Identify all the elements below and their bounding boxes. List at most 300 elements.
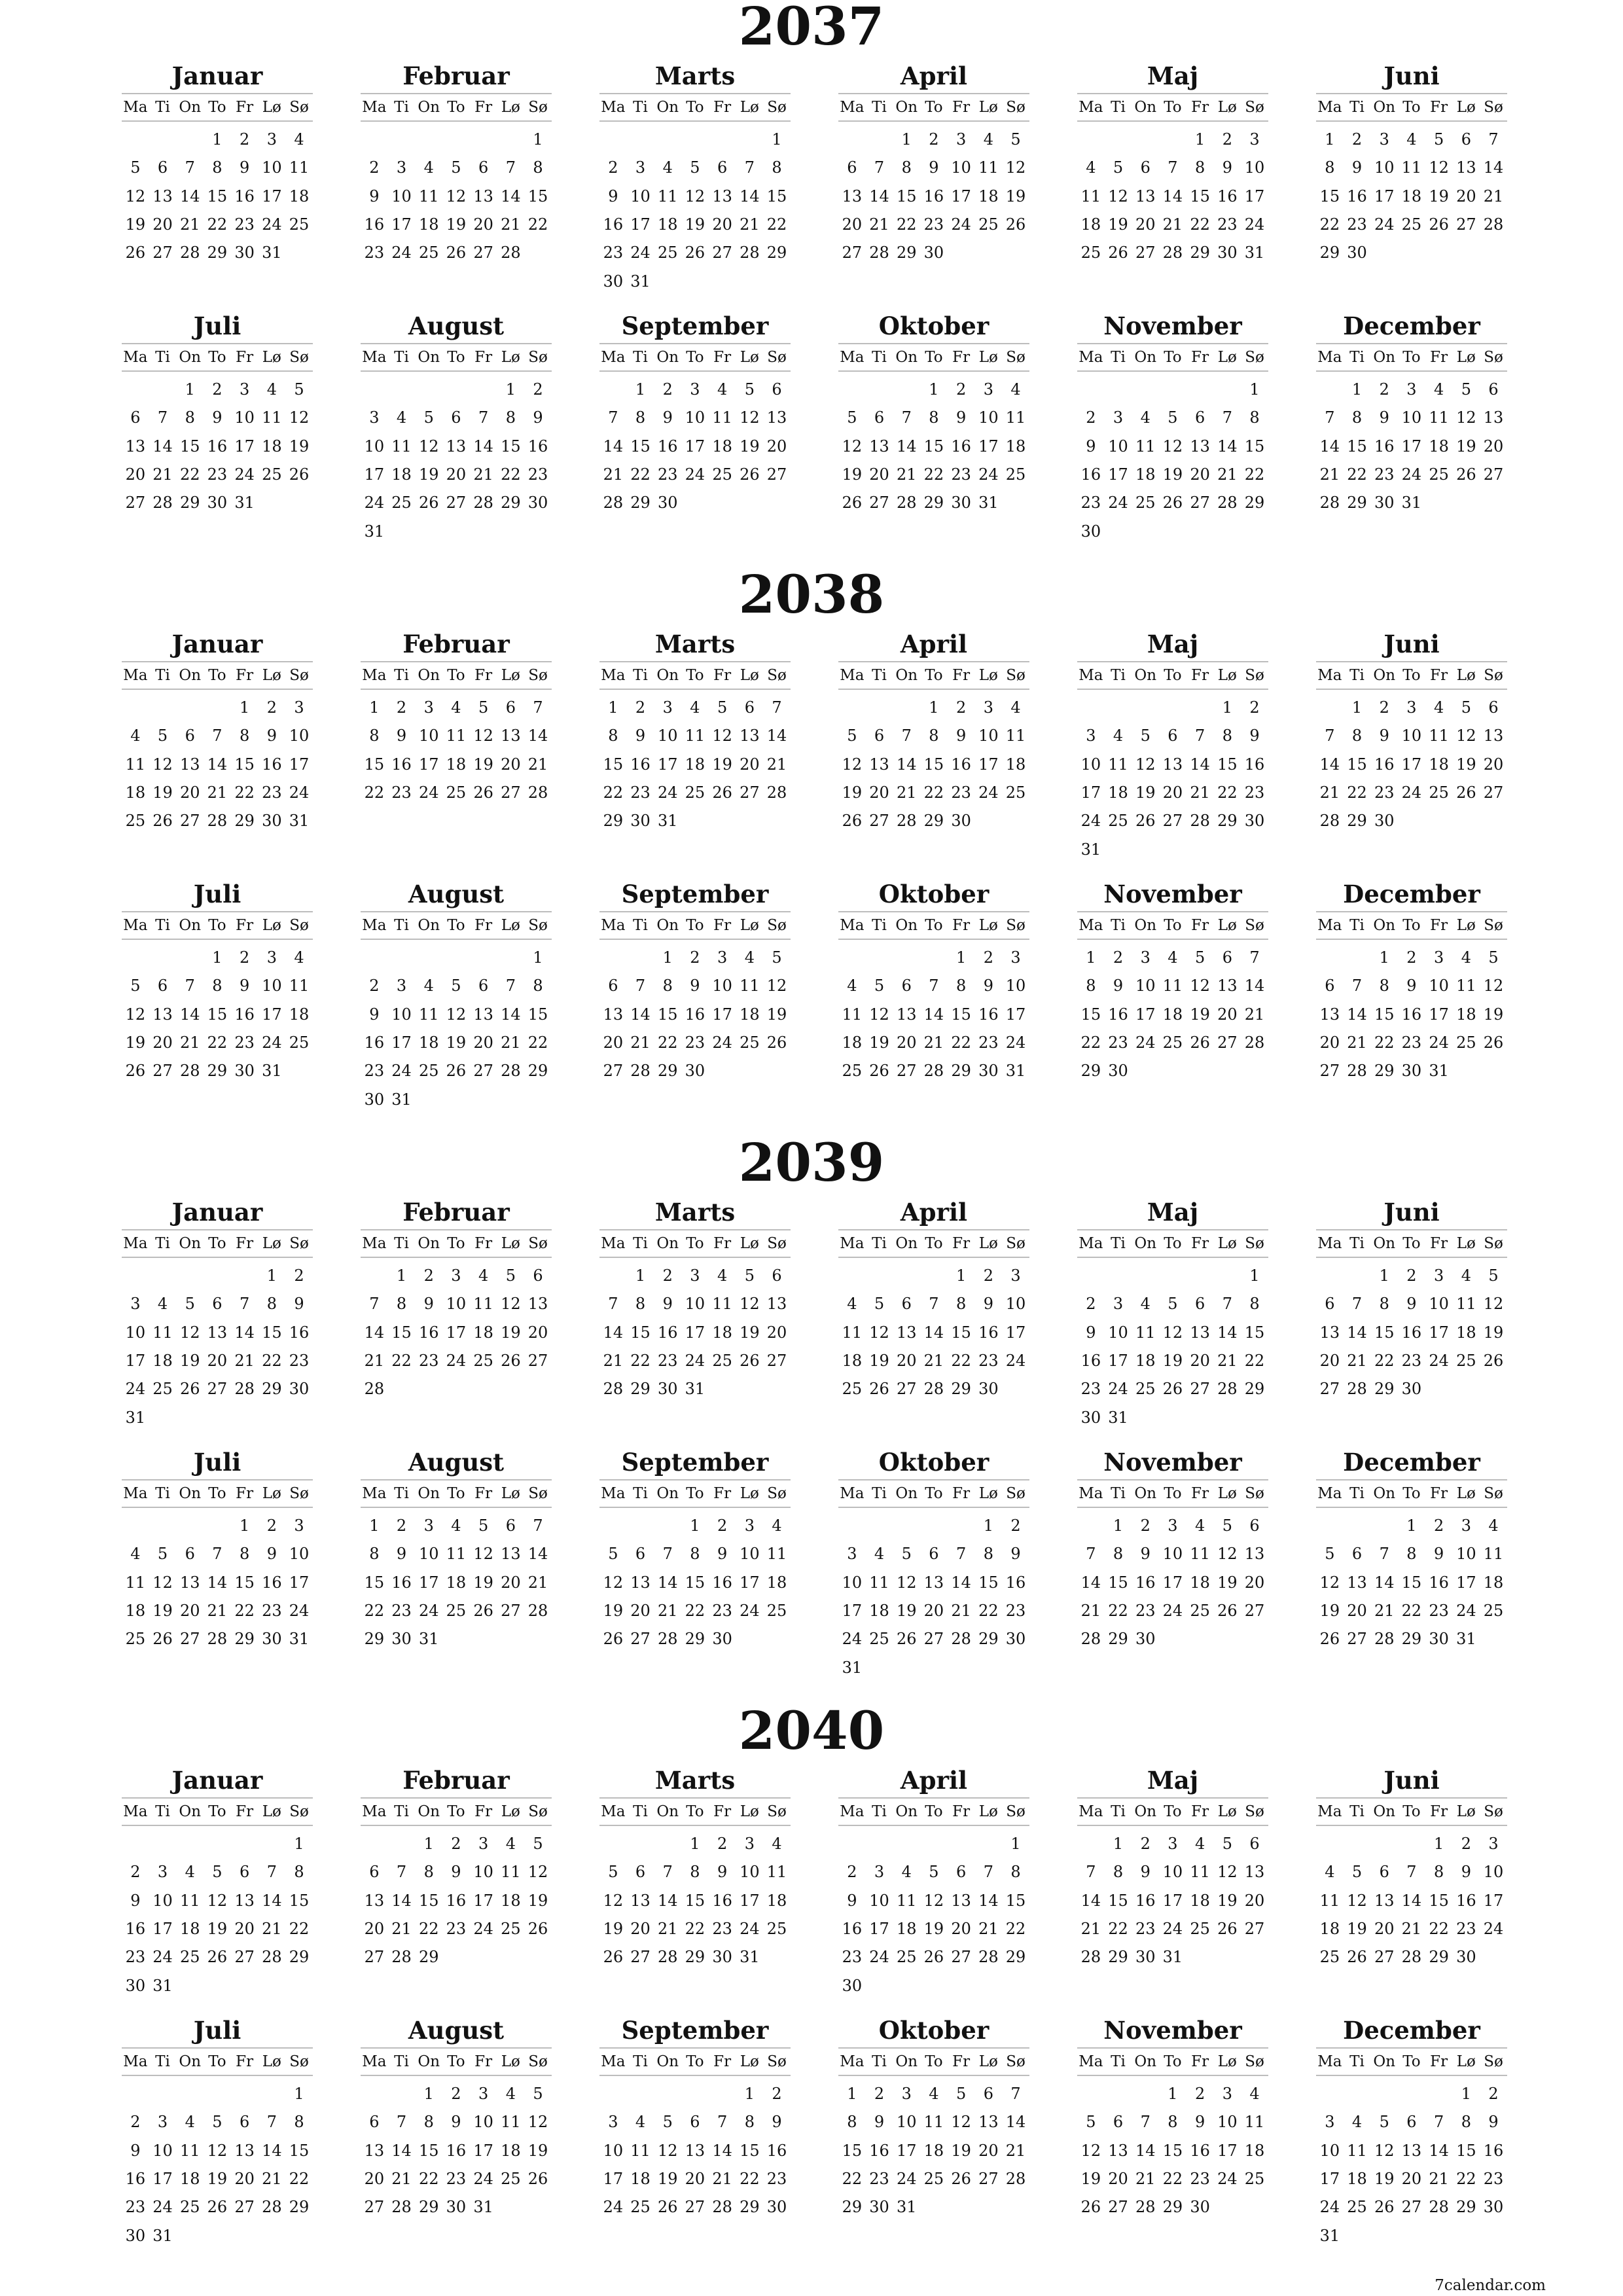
weekday-label: Ti xyxy=(1349,1803,1364,1820)
day-cell: 27 xyxy=(766,465,787,484)
weekday-label: Ma xyxy=(1317,1485,1342,1502)
weekday-label: Ti xyxy=(394,99,409,116)
day-cell: 17 xyxy=(896,2141,917,2160)
day-cell: 25 xyxy=(473,1351,493,1370)
day-cell: 14 xyxy=(527,1545,548,1564)
day-cell: 10 xyxy=(262,977,282,996)
day-cell: 17 xyxy=(391,1033,412,1052)
weekday-header xyxy=(1316,93,1507,122)
weekday-label: Lø xyxy=(1456,667,1476,684)
day-cell: 29 xyxy=(1005,1948,1026,1967)
weekday-label: Sø xyxy=(289,349,309,366)
day-cell: 17 xyxy=(391,215,412,234)
day-cell: 28 xyxy=(1005,2169,1026,2188)
day-cell: 18 xyxy=(418,215,439,234)
weekday-label: Lø xyxy=(978,349,998,366)
weekday-label: Sø xyxy=(1006,1803,1026,1820)
day-cell: 12 xyxy=(685,187,705,206)
day-cell: 29 xyxy=(896,243,917,262)
day-cell: 29 xyxy=(1108,1948,1128,1967)
day-cell: 30 xyxy=(951,493,971,512)
day-cell: 14 xyxy=(923,1323,944,1342)
day-cell: 13 xyxy=(896,1323,917,1342)
day-cell: 6 xyxy=(1222,948,1232,967)
weekday-label: Ti xyxy=(633,99,648,116)
day-cell: 17 xyxy=(1319,2169,1340,2188)
day-cell: 25 xyxy=(125,1630,146,1649)
day-cell: 3 xyxy=(1434,1266,1444,1285)
day-cell: 15 xyxy=(234,755,255,774)
weekday-label: To xyxy=(686,1235,704,1252)
weekday-label: On xyxy=(179,1485,202,1502)
day-cell: 16 xyxy=(842,1919,863,1938)
day-cell: 2 xyxy=(956,698,967,717)
weekday-label: Fr xyxy=(1191,1235,1209,1252)
day-cell: 26 xyxy=(951,2169,971,2188)
weekday-header xyxy=(1316,1479,1507,1508)
day-cell: 21 xyxy=(391,2169,412,2188)
month-name: Juni xyxy=(1383,1766,1440,1795)
weekday-header xyxy=(122,2047,313,2076)
day-cell: 9 xyxy=(929,158,939,177)
day-cell: 15 xyxy=(1456,2141,1476,2160)
day-cell: 7 xyxy=(929,977,939,996)
weekday-header xyxy=(838,93,1029,122)
day-cell: 25 xyxy=(446,1601,467,1620)
day-cell: 4 xyxy=(505,2085,516,2103)
day-cell: 21 xyxy=(896,465,917,484)
day-cell: 20 xyxy=(712,215,732,234)
day-cell: 12 xyxy=(418,437,439,456)
weekday-label: Fr xyxy=(236,2053,254,2070)
weekday-label: To xyxy=(208,667,226,684)
day-cell: 24 xyxy=(1005,1033,1026,1052)
day-cell: 6 xyxy=(478,977,489,996)
month-name: Oktober xyxy=(878,2016,990,2045)
day-cell: 8 xyxy=(1222,726,1232,745)
day-cell: 21 xyxy=(262,2169,282,2188)
day-cell: 17 xyxy=(1162,1891,1183,1910)
day-cell: 14 xyxy=(364,1323,385,1342)
weekday-label: Lø xyxy=(501,99,520,116)
day-cell: 22 xyxy=(527,1033,548,1052)
day-cell: 10 xyxy=(978,726,999,745)
day-cell: 24 xyxy=(1374,215,1395,234)
weekday-label: Fr xyxy=(1191,349,1209,366)
day-cell: 18 xyxy=(289,187,310,206)
day-cell: 3 xyxy=(1222,2085,1232,2103)
day-cell: 7 xyxy=(1010,2085,1021,2103)
day-cell: 9 xyxy=(1488,2113,1499,2132)
day-cell: 6 xyxy=(1113,2113,1124,2132)
weekday-label: Lø xyxy=(740,917,759,934)
day-cell: 2 xyxy=(1488,2085,1499,2103)
day-cell: 30 xyxy=(1374,812,1395,831)
weekday-label: To xyxy=(1164,1235,1182,1252)
day-cell: 26 xyxy=(446,243,467,262)
weekday-label: Ti xyxy=(872,349,887,366)
day-cell: 2 xyxy=(608,158,618,177)
weekday-label: Lø xyxy=(1217,667,1237,684)
weekday-label: Fr xyxy=(1430,349,1448,366)
day-cell: 21 xyxy=(1319,465,1340,484)
weekday-label: Ti xyxy=(1111,349,1126,366)
day-cell: 22 xyxy=(603,783,624,802)
day-cell: 13 xyxy=(1319,1005,1340,1024)
day-cell: 22 xyxy=(418,2169,439,2188)
day-cell: 14 xyxy=(657,1891,678,1910)
day-cell: 15 xyxy=(1162,2141,1183,2160)
weekday-label: On xyxy=(179,917,202,934)
day-cell: 11 xyxy=(766,1545,787,1564)
day-cell: 24 xyxy=(1429,1351,1449,1370)
weekday-label: Lø xyxy=(740,1803,759,1820)
day-cell: 17 xyxy=(1429,1323,1449,1342)
day-cell: 17 xyxy=(685,437,705,456)
day-cell: 3 xyxy=(266,130,277,149)
day-cell: 24 xyxy=(1429,1033,1449,1052)
day-cell: 29 xyxy=(1190,243,1210,262)
day-cell: 15 xyxy=(1244,1323,1265,1342)
day-cell: 25 xyxy=(1135,493,1156,512)
day-cell: 27 xyxy=(1483,465,1504,484)
day-cell: 18 xyxy=(501,1891,521,1910)
day-cell: 25 xyxy=(125,812,146,831)
day-cell: 30 xyxy=(657,493,678,512)
day-cell: 22 xyxy=(766,215,787,234)
day-cell: 7 xyxy=(1222,408,1232,427)
day-cell: 22 xyxy=(527,215,548,234)
day-cell: 26 xyxy=(1483,1351,1504,1370)
day-cell: 19 xyxy=(418,465,439,484)
day-cell: 25 xyxy=(1244,2169,1265,2188)
day-cell: 1 xyxy=(847,2085,857,2103)
day-cell: 4 xyxy=(1461,948,1471,967)
day-cell: 13 xyxy=(842,187,863,206)
day-cell: 26 xyxy=(1429,215,1449,234)
day-cell: 17 xyxy=(1401,755,1422,774)
weekday-header xyxy=(122,1797,313,1826)
weekday-label: On xyxy=(656,349,679,366)
day-cell: 12 xyxy=(207,1891,228,1910)
day-cell: 11 xyxy=(1190,1863,1210,1882)
weekday-label: Sø xyxy=(767,1235,787,1252)
day-cell: 7 xyxy=(608,408,618,427)
weekday-header xyxy=(361,911,552,940)
day-cell: 4 xyxy=(396,408,407,427)
month-name: Oktober xyxy=(878,312,990,340)
day-cell: 25 xyxy=(1429,465,1449,484)
day-cell: 8 xyxy=(369,726,380,745)
day-cell: 29 xyxy=(289,1948,310,1967)
weekday-label: Ma xyxy=(1079,667,1103,684)
day-cell: 12 xyxy=(1005,158,1026,177)
day-cell: 19 xyxy=(1429,187,1449,206)
weekday-label: Fr xyxy=(1191,667,1209,684)
weekday-label: Sø xyxy=(528,1485,548,1502)
day-cell: 26 xyxy=(1162,1380,1183,1399)
day-cell: 19 xyxy=(527,1891,548,1910)
day-cell: 28 xyxy=(657,1948,678,1967)
day-cell: 7 xyxy=(478,408,489,427)
day-cell: 30 xyxy=(125,2226,146,2245)
day-cell: 4 xyxy=(847,977,857,996)
weekday-label: Ma xyxy=(1317,667,1342,684)
day-cell: 8 xyxy=(956,977,967,996)
day-cell: 3 xyxy=(1434,948,1444,967)
day-cell: 20 xyxy=(685,2169,705,2188)
day-cell: 11 xyxy=(473,1295,493,1314)
month-name: September xyxy=(621,1448,769,1477)
day-cell: 17 xyxy=(473,1891,493,1910)
weekday-label: To xyxy=(1164,917,1182,934)
day-cell: 12 xyxy=(289,408,310,427)
day-cell: 19 xyxy=(152,783,173,802)
day-cell: 7 xyxy=(266,1863,277,1882)
day-cell: 18 xyxy=(1162,1005,1183,1024)
day-cell: 6 xyxy=(874,726,885,745)
day-cell: 1 xyxy=(423,1835,434,1853)
day-cell: 20 xyxy=(1162,783,1183,802)
day-cell: 23 xyxy=(1080,493,1101,512)
day-cell: 12 xyxy=(1319,1573,1340,1592)
day-cell: 19 xyxy=(869,1351,889,1370)
weekday-label: Fr xyxy=(1430,1803,1448,1820)
day-cell: 20 xyxy=(527,1323,548,1342)
day-cell: 15 xyxy=(896,187,917,206)
weekday-header xyxy=(361,1479,552,1508)
day-cell: 22 xyxy=(1162,2169,1183,2188)
day-cell: 16 xyxy=(1244,755,1265,774)
day-cell: 7 xyxy=(744,158,755,177)
weekday-label: To xyxy=(1164,349,1182,366)
weekday-label: To xyxy=(447,1235,465,1252)
weekday-header xyxy=(838,911,1029,940)
day-cell: 27 xyxy=(978,2169,999,2188)
day-cell: 28 xyxy=(869,243,889,262)
weekday-label: Lø xyxy=(740,2053,759,2070)
day-cell: 10 xyxy=(1244,158,1265,177)
weekday-label: Sø xyxy=(1484,2053,1503,2070)
day-cell: 22 xyxy=(262,1351,282,1370)
day-cell: 21 xyxy=(364,1351,385,1370)
day-cell: 5 xyxy=(1113,158,1124,177)
day-cell: 25 xyxy=(391,493,412,512)
day-cell: 13 xyxy=(473,187,493,206)
weekday-header xyxy=(599,2047,791,2076)
day-cell: 15 xyxy=(630,437,651,456)
day-cell: 13 xyxy=(152,187,173,206)
month-name: Februar xyxy=(402,1198,510,1227)
day-cell: 21 xyxy=(657,1919,678,1938)
day-cell: 20 xyxy=(207,1351,228,1370)
day-cell: 22 xyxy=(501,465,521,484)
weekday-label: On xyxy=(1134,2053,1157,2070)
day-cell: 7 xyxy=(662,1863,673,1882)
day-cell: 5 xyxy=(1461,698,1471,717)
day-cell: 16 xyxy=(1429,1573,1449,1592)
day-cell: 27 xyxy=(179,1630,200,1649)
weekday-label: Ma xyxy=(362,99,387,116)
day-cell: 7 xyxy=(533,698,543,717)
day-cell: 22 xyxy=(207,1033,228,1052)
day-cell: 4 xyxy=(1010,698,1021,717)
day-cell: 21 xyxy=(951,1601,971,1620)
day-cell: 7 xyxy=(212,726,223,745)
day-cell: 27 xyxy=(207,1380,228,1399)
day-cell: 10 xyxy=(418,726,439,745)
weekday-label: Lø xyxy=(740,349,759,366)
day-cell: 20 xyxy=(923,1601,944,1620)
weekday-label: Ma xyxy=(601,917,626,934)
day-cell: 21 xyxy=(923,1033,944,1052)
day-cell: 18 xyxy=(1108,783,1128,802)
day-cell: 25 xyxy=(1429,783,1449,802)
day-cell: 19 xyxy=(152,1601,173,1620)
day-cell: 8 xyxy=(1010,1863,1021,1882)
weekday-label: Ti xyxy=(155,1235,170,1252)
weekday-label: Ti xyxy=(394,2053,409,2070)
weekday-label: Lø xyxy=(978,2053,998,2070)
day-cell: 15 xyxy=(923,755,944,774)
day-cell: 11 xyxy=(289,977,310,996)
day-cell: 25 xyxy=(842,1380,863,1399)
day-cell: 5 xyxy=(874,977,885,996)
day-cell: 28 xyxy=(1401,1948,1422,1967)
day-cell: 19 xyxy=(603,1601,624,1620)
day-cell: 29 xyxy=(657,1062,678,1081)
day-cell: 5 xyxy=(1168,408,1178,427)
day-cell: 13 xyxy=(1401,2141,1422,2160)
weekday-header xyxy=(122,661,313,690)
day-cell: 19 xyxy=(1374,2169,1395,2188)
weekday-label: Ti xyxy=(872,1803,887,1820)
day-cell: 28 xyxy=(712,2198,732,2217)
day-cell: 28 xyxy=(1244,1033,1265,1052)
weekday-label: Sø xyxy=(1245,1803,1264,1820)
day-cell: 9 xyxy=(1461,1863,1471,1882)
day-cell: 26 xyxy=(207,1948,228,1967)
day-cell: 14 xyxy=(1217,1323,1238,1342)
day-cell: 8 xyxy=(185,408,195,427)
weekday-label: Ma xyxy=(1079,99,1103,116)
weekday-label: Ti xyxy=(155,349,170,366)
day-cell: 12 xyxy=(657,2141,678,2160)
day-cell: 13 xyxy=(896,1005,917,1024)
day-cell: 10 xyxy=(289,726,310,745)
day-cell: 3 xyxy=(1113,408,1124,427)
day-cell: 27 xyxy=(1319,1062,1340,1081)
month-name: Juni xyxy=(1383,630,1440,658)
day-cell: 30 xyxy=(207,493,228,512)
weekday-label: Lø xyxy=(262,1803,281,1820)
month-name: Juli xyxy=(193,2016,241,2045)
day-cell: 29 xyxy=(418,1948,439,1967)
weekday-label: Ma xyxy=(601,1803,626,1820)
day-cell: 11 xyxy=(1108,755,1128,774)
day-cell: 2 xyxy=(1434,1516,1444,1535)
day-cell: 21 xyxy=(630,1033,651,1052)
weekday-label: Fr xyxy=(474,1235,493,1252)
day-cell: 9 xyxy=(1406,1295,1417,1314)
weekday-label: Sø xyxy=(1484,1485,1503,1502)
day-cell: 25 xyxy=(1135,1380,1156,1399)
day-cell: 4 xyxy=(451,698,461,717)
weekday-label: On xyxy=(895,667,918,684)
day-cell: 9 xyxy=(451,1863,461,1882)
day-cell: 28 xyxy=(657,1630,678,1649)
weekday-label: Ma xyxy=(840,667,865,684)
weekday-label: Lø xyxy=(1217,99,1237,116)
day-cell: 27 xyxy=(1190,1380,1210,1399)
weekday-label: Sø xyxy=(1484,1803,1503,1820)
weekday-label: Ti xyxy=(1349,917,1364,934)
day-cell: 27 xyxy=(364,2198,385,2217)
day-cell: 24 xyxy=(1456,1601,1476,1620)
day-cell: 5 xyxy=(157,1545,168,1564)
day-cell: 1 xyxy=(1351,698,1363,717)
weekday-label: Ma xyxy=(123,349,148,366)
weekday-label: Fr xyxy=(713,917,732,934)
day-cell: 15 xyxy=(364,1573,385,1592)
day-cell: 5 xyxy=(744,380,755,399)
day-cell: 5 xyxy=(185,1295,195,1314)
day-cell: 13 xyxy=(501,726,521,745)
day-cell: 6 xyxy=(1325,977,1335,996)
day-cell: 5 xyxy=(744,1266,755,1285)
weekday-label: Ma xyxy=(123,667,148,684)
day-cell: 5 xyxy=(1379,2113,1389,2132)
day-cell: 14 xyxy=(152,437,173,456)
day-cell: 24 xyxy=(418,783,439,802)
day-cell: 7 xyxy=(1140,2113,1150,2132)
day-cell: 20 xyxy=(152,1033,173,1052)
day-cell: 15 xyxy=(630,1323,651,1342)
day-cell: 10 xyxy=(418,1545,439,1564)
weekday-label: Ti xyxy=(394,917,409,934)
day-cell: 19 xyxy=(740,437,760,456)
day-cell: 26 xyxy=(1319,1630,1340,1649)
day-cell: 29 xyxy=(1347,812,1367,831)
day-cell: 17 xyxy=(1244,187,1265,206)
day-cell: 22 xyxy=(1429,1919,1449,1938)
day-cell: 15 xyxy=(1374,1323,1395,1342)
day-cell: 20 xyxy=(1374,1919,1395,1938)
weekday-label: To xyxy=(686,2053,704,2070)
day-cell: 21 xyxy=(1162,215,1183,234)
day-cell: 13 xyxy=(1217,977,1238,996)
day-cell: 25 xyxy=(1401,215,1422,234)
day-cell: 1 xyxy=(185,380,195,399)
day-cell: 29 xyxy=(685,1630,705,1649)
day-cell: 31 xyxy=(842,1658,863,1677)
day-cell: 13 xyxy=(473,1005,493,1024)
day-cell: 30 xyxy=(446,2198,467,2217)
day-cell: 22 xyxy=(1244,1351,1265,1370)
weekday-label: To xyxy=(1164,667,1182,684)
day-cell: 17 xyxy=(1374,187,1395,206)
day-cell: 3 xyxy=(744,1835,755,1853)
day-cell: 3 xyxy=(690,1266,700,1285)
day-cell: 16 xyxy=(1374,755,1395,774)
day-cell: 28 xyxy=(179,243,200,262)
day-cell: 22 xyxy=(364,783,385,802)
day-cell: 29 xyxy=(1429,1948,1449,1967)
day-cell: 22 xyxy=(630,465,651,484)
day-cell: 4 xyxy=(1168,948,1178,967)
weekday-label: Lø xyxy=(740,99,759,116)
weekday-label: On xyxy=(1373,1803,1396,1820)
